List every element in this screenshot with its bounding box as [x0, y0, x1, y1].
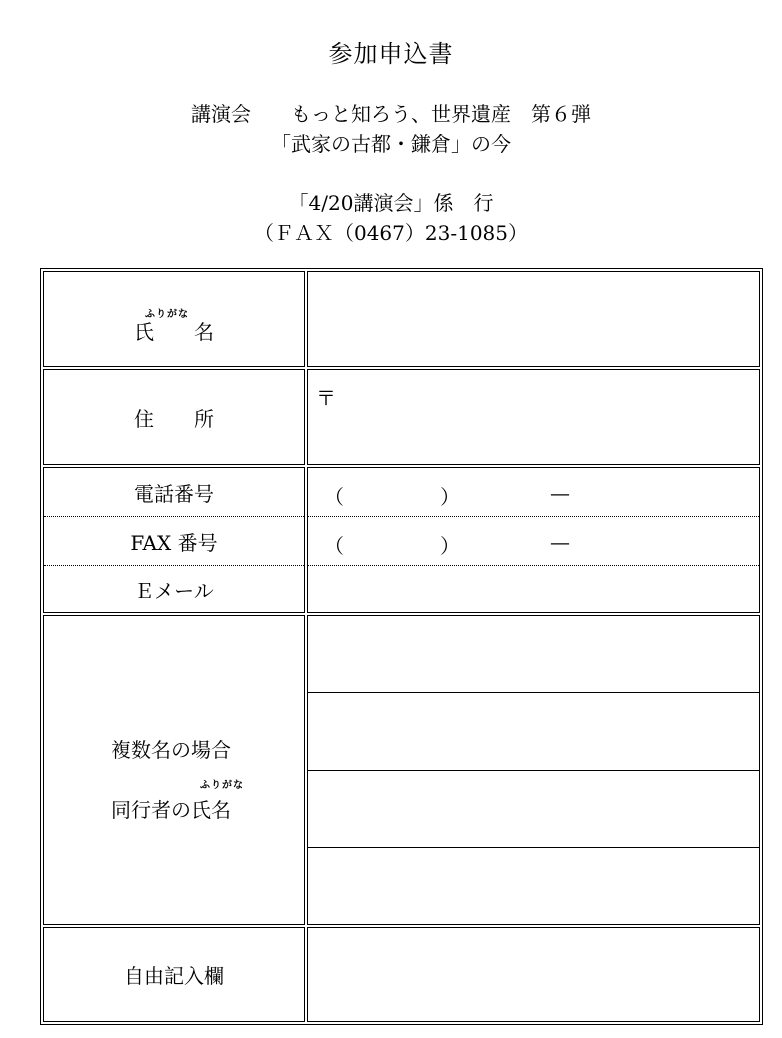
address-label: 住 所 — [134, 406, 214, 431]
page-title: 参加申込書 — [328, 40, 454, 68]
phone-dash: — — [550, 481, 570, 505]
free-label: 自由記入欄 — [124, 964, 224, 988]
phone-label: 電話番号 — [134, 481, 214, 506]
event-line: 講演会 もっと知ろう、世界遺産 第６弾 — [191, 102, 591, 126]
phone-paren-open: （ — [324, 485, 344, 509]
address-label-cell — [43, 369, 305, 465]
free-field[interactable] — [307, 927, 760, 1022]
companion-field-3[interactable] — [308, 771, 759, 847]
contact-label-cell — [43, 467, 305, 613]
companion-field-4[interactable] — [308, 848, 759, 924]
companion-field-2[interactable] — [308, 693, 759, 770]
companions-label-cell — [43, 615, 305, 925]
companions-field-cell — [307, 615, 760, 925]
email-field[interactable] — [308, 566, 759, 612]
free-label-cell — [43, 927, 305, 1022]
companion-field-1[interactable] — [308, 616, 759, 692]
application-form — [40, 268, 763, 1025]
email-label: Ｅメール — [134, 578, 214, 603]
fax-paren-open: （ — [324, 534, 344, 558]
contact-field-cell — [307, 467, 760, 613]
fax-dash: — — [550, 530, 570, 554]
fax-field[interactable] — [308, 517, 759, 565]
phone-paren-close: ） — [440, 485, 460, 509]
address-field[interactable] — [307, 369, 760, 465]
phone-field[interactable] — [308, 468, 759, 516]
postal-mark: 〒 — [316, 386, 336, 410]
fax-label: FAX 番号 — [130, 530, 218, 555]
event-subtitle: 「武家の古都・鎌倉」の今 — [271, 132, 511, 156]
name-ruby: ふりがな — [145, 309, 189, 320]
companions-label-2: 同行者の氏名 — [111, 798, 231, 822]
fax-line: （ＦＡＸ（0467）23-1085） — [253, 221, 528, 245]
companions-label-1: 複数名の場合 — [111, 738, 231, 762]
name-label: 氏 名 — [134, 319, 214, 344]
recipient-line: 「4/20講演会」係 行 — [288, 191, 494, 215]
fax-paren-close: ） — [440, 534, 460, 558]
name-field[interactable] — [307, 271, 760, 367]
name-label-cell — [43, 271, 305, 367]
companions-ruby: ふりがな — [200, 780, 244, 791]
